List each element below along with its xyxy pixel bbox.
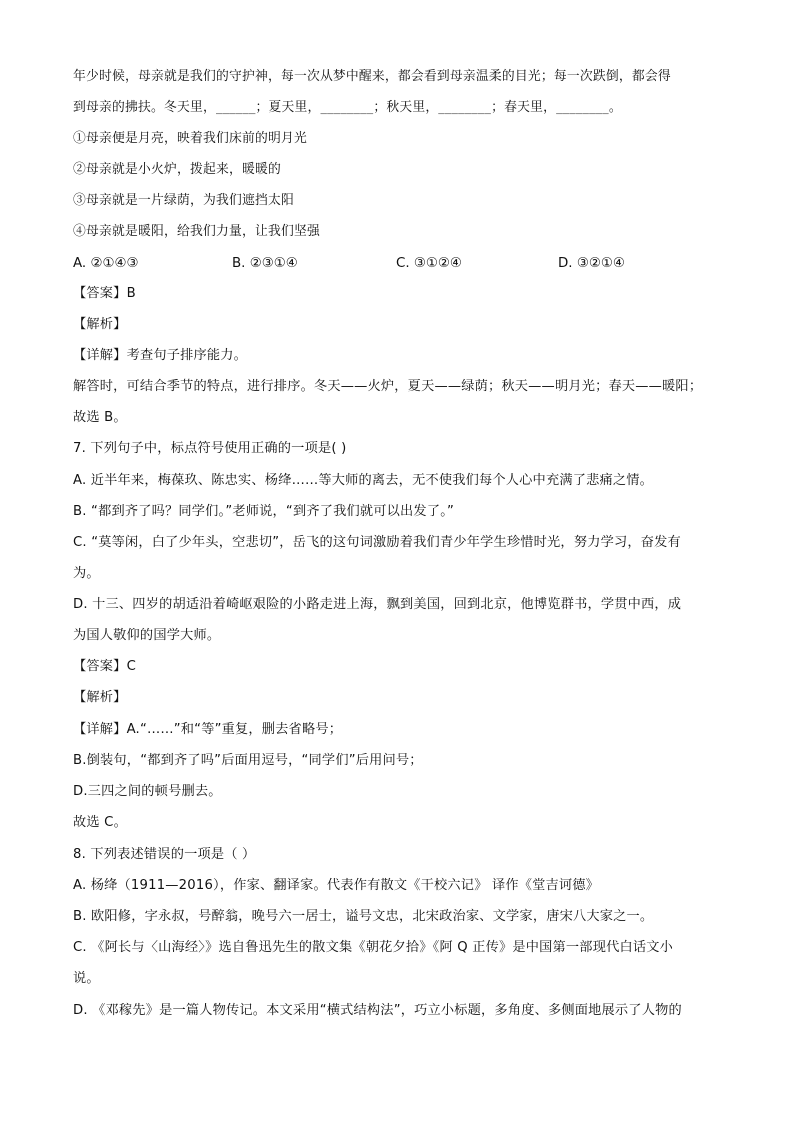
- q6-sentence-1: ①母亲便是月亮，映着我们床前的明月光: [73, 131, 307, 146]
- q7-detail-b: B.倒装句，“都到齐了吗”后面用逗号，“同学们”后用问号；: [73, 753, 423, 768]
- q6-analysis-label: 【解析】: [73, 317, 127, 332]
- q7-option-d-line2: 为国人敬仰的国学大师。: [73, 628, 221, 643]
- q6-stem-line2: 到母亲的拂扶。冬天里，______；夏天里，________；秋天里，________；春天里，________。: [73, 100, 622, 115]
- q7-detail-label: 【详解】: [73, 722, 127, 737]
- q6-option-c: C. ③①②④: [396, 256, 462, 271]
- q6-conclusion: 故选 B。: [73, 410, 127, 425]
- q6-option-a: A. ②①④③: [73, 256, 139, 271]
- q6-detail-label: 【详解】: [73, 348, 127, 363]
- q7-option-c-line1: C. “莫等闲，白了少年头，空悲切”，岳飞的这句词激励着我们青少年学生珍惜时光，努力学习，奋发有: [73, 535, 681, 550]
- q6-detail-text: 考查句子排序能力。: [126, 348, 248, 363]
- q7-option-a: A. 近半年来，梅葆玖、陈忠实、杨绛……等大师的离去，无不使我们每个人心中充满了悲痛之情。: [73, 473, 654, 488]
- q8-stem: 8. 下列表述错误的一项是（ ）: [73, 847, 256, 862]
- q6-answer: [73, 284, 136, 304]
- q8-option-b: B. 欧阳修，字永叔，号醉翁，晚号六一居士，谥号文忠，北宋政治家、文学家，唐宋八大家之一。: [73, 909, 654, 924]
- q6-stem-line1: 年少时候，母亲就是我们的守护神，每一次从梦中醒来，都会看到母亲温柔的目光；每一次跌倒，都会得: [73, 69, 671, 84]
- q7-answer-value: C: [126, 659, 136, 674]
- q6-sentence-4: ④母亲就是暖阳，给我们力量，让我们坚强: [73, 224, 320, 239]
- q7-option-c-line2: 为。: [73, 566, 100, 581]
- q8-option-d-line1: D. 《邓稼先》是一篇人物传记。本文采用“横式结构法”，巧立小标题，多角度、多侧面地展示了人物的: [73, 1003, 682, 1018]
- q7-detail-d: D.三四之间的顿号删去。: [73, 784, 222, 799]
- q6-sentence-3: ③母亲就是一片绿荫，为我们遮挡太阳: [73, 193, 294, 208]
- q8-option-a: A. 杨绛（1911—2016），作家、翻译家。代表作有散文《干校六记》 译作《堂吉诃德》: [73, 878, 600, 893]
- q6-answer-value: B: [126, 286, 136, 301]
- q6-sentence-2: ②母亲就是小火炉，拨起来，暖暖的: [73, 162, 281, 177]
- q6-option-b: B. ②③①④: [232, 256, 298, 271]
- q7-answer: [73, 657, 136, 677]
- q6-detail: [73, 346, 247, 366]
- q6-answer-label: 【答案】: [73, 286, 127, 301]
- q8-option-c-line2: 说。: [73, 971, 100, 986]
- q7-detail-a: A.“……”和“等”重复，删去省略号；: [126, 722, 343, 737]
- q7-stem: 7. 下列句子中，标点符号使用正确的一项是( ): [73, 441, 347, 456]
- q6-explain-line: 解答时，可结合季节的特点，进行排序。冬天——火炉，夏天——绿荫；秋天——明月光；春天——暖阳；: [73, 379, 703, 394]
- q6-option-d: D. ③②①④: [558, 256, 625, 271]
- q7-conclusion: 故选 C。: [73, 815, 127, 830]
- q7-option-d-line1: D. 十三、四岁的胡适沿着崎岖艰险的小路走进上海，飘到美国，回到北京，他博览群书，学贯中西，成: [73, 597, 682, 612]
- q7-option-b: B. “都到齐了吗？同学们。”老师说，“到齐了我们就可以出发了。”: [73, 504, 455, 519]
- q7-answer-label: 【答案】: [73, 659, 127, 674]
- q7-analysis-label: 【解析】: [73, 690, 127, 705]
- q8-option-c-line1: C. 《阿长与〈山海经〉》选自鲁迅先生的散文集《朝花夕拾》《阿 Q 正传》是中国第一部现代白话文小: [73, 940, 674, 955]
- q7-detail-a-line: [73, 720, 342, 740]
